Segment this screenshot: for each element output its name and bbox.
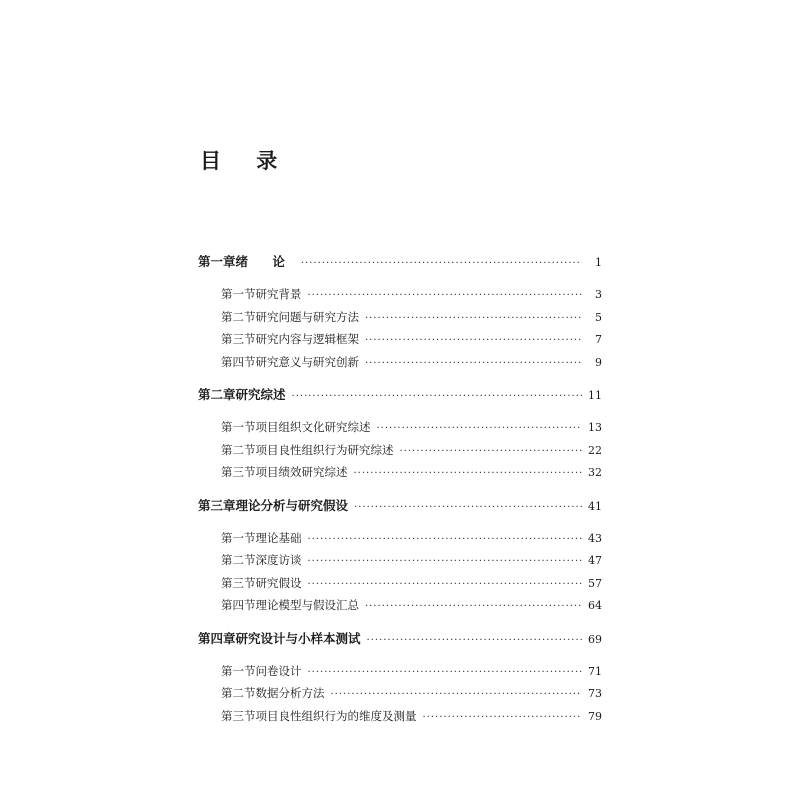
section-number: 第一节 bbox=[221, 663, 256, 678]
page-number: 32 bbox=[588, 466, 602, 479]
page-number: 79 bbox=[588, 709, 602, 723]
page-number: 43 bbox=[588, 531, 602, 545]
page-number: 22 bbox=[588, 443, 602, 457]
chapter-number: 第二章 bbox=[198, 387, 236, 402]
dot-leader bbox=[354, 463, 583, 486]
dot-leader bbox=[365, 308, 582, 331]
page-number: 64 bbox=[588, 599, 602, 612]
dot-leader bbox=[354, 496, 582, 520]
section-number: 第二节 bbox=[221, 686, 256, 700]
table-of-contents bbox=[198, 250, 602, 727]
toc-section-entry[interactable] bbox=[198, 439, 602, 462]
section-number: 第一节 bbox=[221, 420, 256, 434]
page-number: 41 bbox=[588, 499, 602, 513]
dot-leader bbox=[365, 353, 582, 376]
page-number: 73 bbox=[588, 687, 602, 700]
section-title: 理论基础 bbox=[255, 530, 302, 545]
page-number: 1 bbox=[595, 256, 602, 269]
chapter-title: 理论分析与研究假设 bbox=[235, 497, 349, 513]
section-title: 研究意义与研究创新 bbox=[255, 354, 359, 369]
section-number: 第二节 bbox=[221, 553, 256, 567]
section-number: 第四节 bbox=[221, 354, 256, 369]
page-number: 69 bbox=[588, 632, 602, 646]
dot-leader bbox=[365, 330, 582, 353]
dot-leader bbox=[423, 707, 583, 730]
dot-leader bbox=[331, 684, 583, 707]
page-title: 目 录 bbox=[200, 149, 292, 173]
toc-section-entry[interactable] bbox=[198, 527, 602, 550]
section-title: 项目组织文化研究综述 bbox=[255, 420, 371, 434]
chapter-number: 第四章 bbox=[198, 630, 236, 646]
section-title: 数据分析方法 bbox=[255, 686, 325, 700]
section-title: 研究背景 bbox=[255, 287, 302, 301]
dot-leader bbox=[400, 441, 583, 464]
section-title: 问卷设计 bbox=[255, 663, 302, 678]
section-title: 深度访谈 bbox=[255, 553, 302, 567]
chapter-title: 研究综述 bbox=[235, 387, 286, 402]
dot-leader bbox=[301, 252, 582, 276]
dot-leader bbox=[308, 662, 583, 685]
section-number: 第二节 bbox=[221, 442, 256, 457]
toc-section-entry[interactable] bbox=[198, 705, 602, 728]
toc-section-entry[interactable] bbox=[198, 660, 602, 683]
toc-section-entry[interactable] bbox=[198, 283, 602, 306]
chapter-title: 绪 论 bbox=[235, 254, 295, 269]
page-number: 5 bbox=[595, 310, 602, 324]
page-number: 47 bbox=[588, 554, 602, 567]
dot-leader bbox=[308, 574, 583, 597]
toc-section-entry[interactable] bbox=[198, 351, 602, 374]
dot-leader bbox=[365, 596, 582, 619]
section-title: 研究内容与逻辑框架 bbox=[255, 332, 359, 346]
toc-section-entry[interactable] bbox=[198, 306, 602, 329]
chapter-title: 研究设计与小样本测试 bbox=[235, 630, 361, 646]
section-title: 项目良性组织行为研究综述 bbox=[255, 442, 394, 457]
toc-chapter-entry[interactable] bbox=[198, 494, 602, 518]
section-number: 第三节 bbox=[221, 708, 256, 723]
section-title: 研究假设 bbox=[255, 575, 302, 590]
section-number: 第二节 bbox=[221, 309, 256, 324]
section-number: 第三节 bbox=[221, 465, 256, 479]
toc-section-entry[interactable] bbox=[198, 328, 602, 351]
section-number: 第三节 bbox=[221, 575, 256, 590]
dot-leader bbox=[308, 285, 583, 308]
page-number: 71 bbox=[588, 664, 602, 678]
page-number: 7 bbox=[595, 333, 602, 346]
toc-chapter-entry[interactable] bbox=[198, 250, 602, 274]
toc-section-entry[interactable] bbox=[198, 549, 602, 572]
toc-section-entry[interactable] bbox=[198, 682, 602, 705]
section-number: 第三节 bbox=[221, 332, 256, 346]
dot-leader bbox=[292, 385, 582, 409]
toc-section-entry[interactable] bbox=[198, 416, 602, 439]
page-number: 9 bbox=[595, 355, 602, 369]
page-number: 13 bbox=[588, 421, 602, 434]
chapter-number: 第一章 bbox=[198, 254, 236, 269]
section-title: 研究问题与研究方法 bbox=[255, 309, 359, 324]
toc-section-entry[interactable] bbox=[198, 572, 602, 595]
page-number: 57 bbox=[588, 576, 602, 590]
toc-chapter-entry[interactable] bbox=[198, 383, 602, 407]
dot-leader bbox=[308, 551, 583, 574]
dot-leader bbox=[367, 629, 582, 653]
dot-leader bbox=[308, 529, 583, 552]
section-title: 项目绩效研究综述 bbox=[255, 465, 348, 479]
section-title: 理论模型与假设汇总 bbox=[255, 598, 359, 612]
page-number: 11 bbox=[588, 389, 602, 402]
toc-chapter-entry[interactable] bbox=[198, 627, 602, 651]
toc-section-entry[interactable] bbox=[198, 461, 602, 484]
toc-section-entry[interactable] bbox=[198, 594, 602, 617]
section-title: 项目良性组织行为的维度及测量 bbox=[255, 708, 417, 723]
section-number: 第一节 bbox=[221, 530, 256, 545]
section-number: 第四节 bbox=[221, 598, 256, 612]
section-number: 第一节 bbox=[221, 287, 256, 301]
page-number: 3 bbox=[595, 288, 602, 301]
dot-leader bbox=[377, 418, 583, 441]
chapter-number: 第三章 bbox=[198, 497, 236, 513]
